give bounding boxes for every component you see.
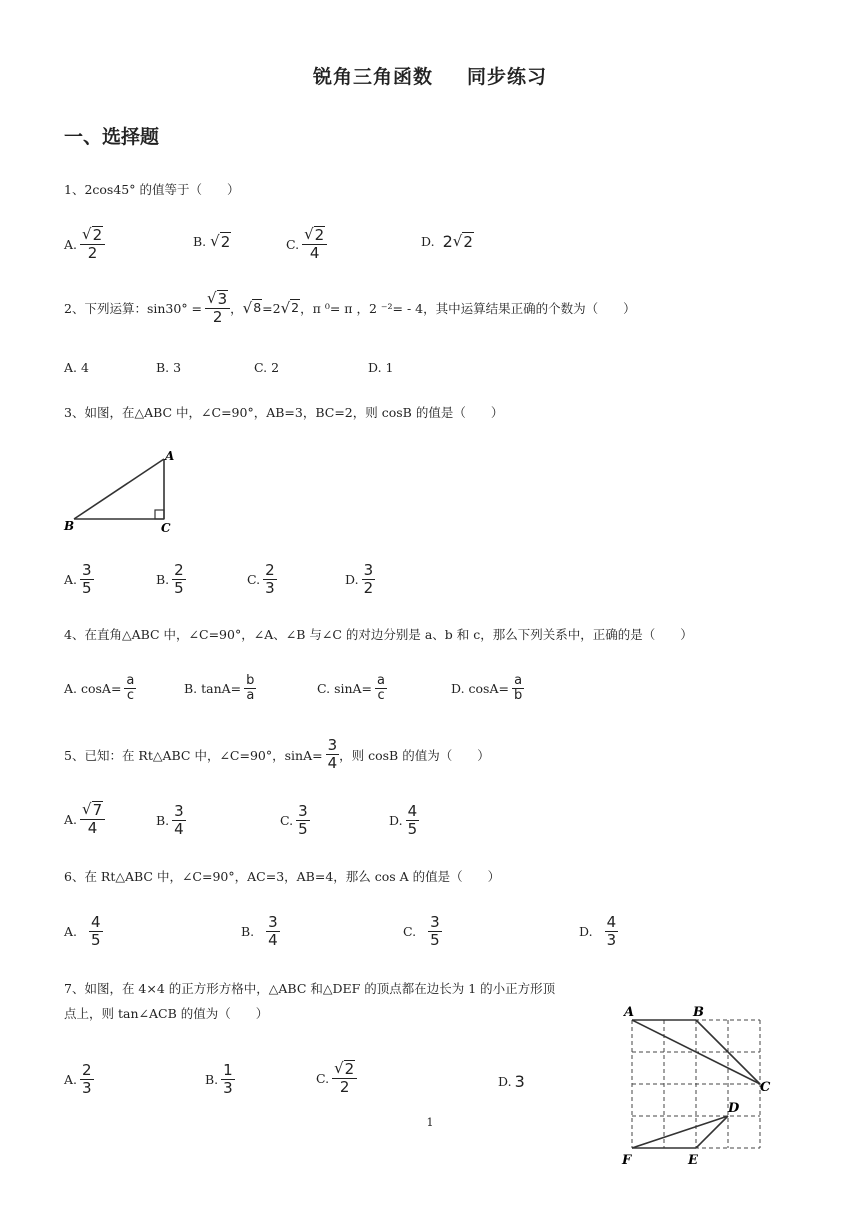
option-label: A.	[64, 811, 78, 827]
separator: ，	[230, 301, 243, 316]
vertex-label-c: C	[161, 521, 171, 535]
denominator: 4	[268, 931, 278, 949]
q4-option-d	[451, 674, 524, 703]
radicand: 2	[291, 300, 300, 315]
q4-option-b	[184, 674, 256, 703]
q1-option-c: C. √ 2 4	[286, 226, 327, 262]
equals-text: =2	[262, 300, 281, 316]
q5-suffix: ，则 cosB 的值为（ ）	[339, 747, 490, 763]
q5-option-a: A. √ 7 4	[64, 801, 105, 837]
grid-label-a: A	[624, 1005, 635, 1020]
q7-option-d	[498, 1072, 525, 1091]
q2-option-b: B. 3	[156, 360, 182, 375]
numerator: 2	[174, 561, 184, 579]
denominator: a	[246, 688, 255, 703]
option-label: D.	[498, 1074, 512, 1089]
q5-option-b	[156, 803, 186, 838]
q7-grid-figure	[616, 1000, 786, 1172]
denominator: 5	[91, 931, 101, 949]
numerator: a	[377, 673, 385, 688]
grid-label-f: F	[622, 1153, 632, 1168]
denominator: 4	[174, 820, 184, 838]
numerator: 3	[298, 802, 308, 820]
option-label: B.	[193, 234, 207, 249]
option-label: A. cosA=	[64, 681, 122, 696]
numerator: 2	[344, 1060, 355, 1078]
denominator: c	[377, 688, 385, 703]
radicand: 2	[463, 233, 473, 251]
grid-label-c: C	[760, 1080, 771, 1095]
option-label: C.	[286, 236, 300, 252]
numerator: 3	[217, 290, 228, 308]
option-label: B.	[205, 1072, 219, 1087]
question-7-line1: 7、如图，在 4×4 的正方形方格中，△ABC 和△DEF 的顶点都在边长为 1 的小正方形顶	[64, 981, 556, 996]
option-label: B.	[156, 813, 170, 828]
numerator: 3	[268, 913, 278, 931]
numerator: a	[126, 673, 135, 688]
option-label: B. tanA=	[184, 681, 242, 696]
option-label: A.	[64, 1072, 78, 1087]
denominator: 3	[82, 1079, 92, 1097]
grid-label-d: D	[728, 1101, 740, 1116]
numerator: 2	[265, 561, 275, 579]
denominator: 4	[327, 754, 338, 772]
q3-option-d	[345, 562, 375, 597]
numerator: a	[514, 673, 523, 688]
vertex-label-a: A	[165, 449, 175, 463]
numerator: 3	[430, 913, 440, 931]
q7-option-a	[64, 1062, 94, 1097]
radicand: 2	[220, 233, 231, 251]
question-2-text: 2、下列运算：sin30° = √ 3 2 ， √ 8 =2 √ 2 ， π ⁰= π ，2 ⁻²= - 4，其中运算结果正确的个数为（ ）	[64, 289, 636, 326]
q3-option-c	[247, 562, 277, 597]
denominator: 4	[309, 244, 320, 262]
option-label: C.	[280, 813, 294, 828]
q2-option-d: D. 1	[368, 360, 394, 375]
option-label: B.	[156, 572, 170, 587]
option-label: D.	[421, 234, 435, 249]
q4-option-c	[317, 674, 387, 703]
denominator: 2	[87, 244, 98, 262]
numerator: 2	[82, 1061, 92, 1079]
q6-option-d	[579, 914, 618, 949]
numerator: b	[246, 673, 255, 688]
question-3-text: 3、如图，在△ABC 中，∠C=90°，AB=3，BC=2，则 cosB 的值是（ ）	[64, 405, 504, 420]
q5-prefix: 5、已知：在 Rt△ABC 中，∠C=90°，sinA=	[64, 747, 323, 763]
q2-prefix: 2、下列运算：sin30° =	[64, 301, 203, 316]
vertex-label-b: B	[64, 519, 75, 533]
numerator: 4	[606, 913, 617, 931]
denominator: b	[513, 688, 523, 703]
title-part2: 同步练习	[467, 66, 548, 88]
option-label: A.	[64, 572, 78, 587]
denominator: 4	[87, 819, 98, 837]
denominator: 5	[82, 579, 92, 597]
q2-rest: π ⁰= π ，2 ⁻²= - 4，其中运算结果正确的个数为（ ）	[312, 301, 636, 316]
question-5-text	[64, 737, 490, 772]
option-label: C.	[316, 1070, 330, 1086]
denominator: 5	[174, 579, 184, 597]
denominator: 5	[298, 820, 308, 838]
radicand: 8	[253, 300, 262, 315]
numerator: 4	[91, 913, 101, 931]
title-part1: 锐角三角函数	[312, 66, 433, 88]
denominator: 3	[265, 579, 275, 597]
q2-option-c: C. 2	[254, 360, 280, 375]
q2-option-a: A. 4	[64, 360, 89, 375]
q6-option-c	[403, 914, 442, 949]
numerator: 3	[174, 802, 184, 820]
option-label: A.	[64, 236, 78, 252]
q5-option-c	[280, 803, 310, 838]
option-label: C. sinA=	[317, 681, 373, 696]
denominator: 2	[339, 1078, 350, 1096]
page-number: 1	[426, 1116, 434, 1129]
question-1-text: 1、2cos45° 的值等于（ ）	[64, 182, 240, 197]
option-label: B.	[241, 924, 255, 939]
q3-option-b	[156, 562, 186, 597]
option-label: C.	[247, 572, 261, 587]
coefficient: 2	[442, 232, 453, 251]
numerator: 2	[314, 226, 325, 244]
q3-option-a	[64, 562, 94, 597]
q1-option-b: B. √ 2	[193, 232, 231, 251]
q6-option-b	[241, 914, 280, 949]
numerator: 3	[327, 736, 338, 754]
question-7-line2: 点上，则 tan∠ACB 的值为（ ）	[64, 1006, 269, 1021]
option-label: D.	[389, 813, 403, 828]
denominator: 5	[430, 931, 440, 949]
grid-label-e: E	[688, 1153, 698, 1168]
question-6-text: 6、在 Rt△ABC 中，∠C=90°，AC=3，AB=4，那么 cos A 的值是（ ）	[64, 869, 501, 884]
numerator: 1	[223, 1061, 233, 1079]
option-label: D.	[579, 924, 593, 939]
option-label: A.	[64, 924, 78, 939]
page-title	[0, 62, 860, 89]
numerator: 7	[92, 801, 103, 819]
denominator: 3	[223, 1079, 233, 1097]
grid-label-b: B	[693, 1005, 704, 1020]
q7-option-b	[205, 1062, 235, 1097]
denominator: 3	[606, 931, 617, 949]
numerator: 2	[92, 226, 103, 244]
q1-option-a: A. √ 2 2	[64, 226, 105, 262]
option-value: 3	[514, 1072, 525, 1091]
denominator: 2	[363, 579, 374, 597]
q1-option-d: D. 2 √ 2	[421, 232, 473, 251]
section-heading: 一、选择题	[64, 126, 160, 148]
q3-triangle-figure	[60, 446, 190, 538]
question-4-text: 4、在直角△ABC 中，∠C=90°，∠A、∠B 与∠C 的对边分别是 a、b 和 c，那么下列关系中，正确的是（ ）	[64, 627, 693, 642]
separator: ，	[300, 301, 313, 316]
q4-option-a	[64, 674, 136, 703]
numerator: 3	[82, 561, 92, 579]
denominator: 5	[407, 820, 418, 838]
numerator: 4	[407, 802, 418, 820]
numerator: 3	[363, 561, 374, 579]
denominator: 2	[212, 308, 223, 326]
option-label: D. cosA=	[451, 681, 509, 696]
q7-option-c: C. √ 2 2	[316, 1060, 357, 1096]
q6-option-a	[64, 914, 103, 949]
option-label: D.	[345, 572, 359, 587]
denominator: c	[126, 688, 134, 703]
q5-option-d	[389, 803, 419, 838]
option-label: C.	[403, 924, 417, 939]
